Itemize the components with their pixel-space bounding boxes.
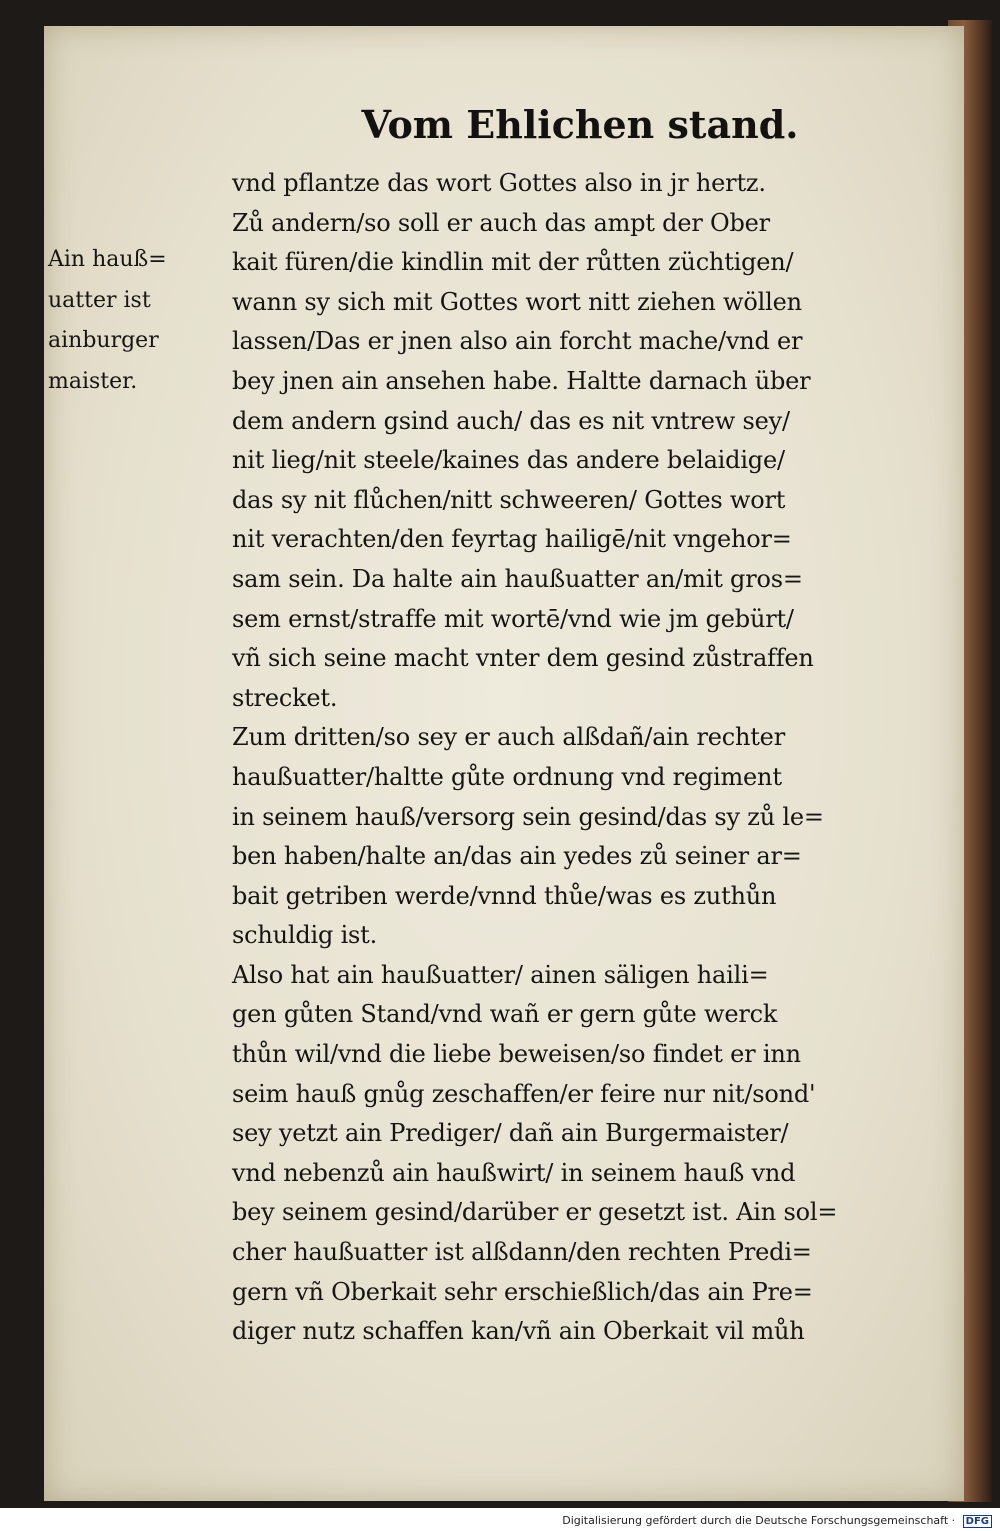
margin-note-line: uatter ist	[48, 287, 151, 313]
digitization-credit	[562, 1514, 992, 1528]
text-line: Also hat ain haußuatter/ ainen säligen haili=	[232, 960, 769, 989]
text-line: gen gůten Stand/vnd wañ er gern gůte werck	[232, 1000, 778, 1029]
text-line: vnd pflantze das wort Gottes also in jr hertz.	[232, 169, 766, 197]
text-line: diger nutz schaffen kan/vñ ain Oberkait vil můh	[232, 1317, 805, 1346]
text-line: lassen/Das er jnen also ain forcht mache/vnd er	[232, 327, 803, 356]
text-line: bey seinem gesind/darüber er gesetzt ist. Ain sol=	[232, 1198, 838, 1227]
text-line: vnd nebenzů ain haußwirt/ in seinem hauß vnd	[232, 1158, 796, 1187]
text-line: sem ernst/straffe mit wortē/vnd wie jm gebürt/	[232, 604, 794, 633]
text-line: nit lieg/nit steele/kaines das andere belaidige/	[232, 446, 785, 475]
running-head: Vom Ehlichen stand.	[361, 102, 799, 147]
text-line: sam sein. Da halte ain haußuatter an/mit gros=	[232, 564, 803, 593]
text-line: sey yetzt ain Prediger/ dañ ain Burgermaister/	[232, 1119, 789, 1148]
body-text	[232, 164, 932, 1352]
text-line: strecket.	[232, 683, 338, 712]
margin-note-line: maister.	[48, 368, 138, 394]
book-page	[44, 26, 964, 1501]
text-line: schuldig ist.	[232, 921, 378, 950]
text-line: in seinem hauß/versorg sein gesind/das sy zů le=	[232, 802, 824, 831]
text-line: dem andern gsind auch/ das es nit vntrew sey/	[232, 406, 790, 435]
text-line: Zum dritten/so sey er auch alßdañ/ain rechter	[232, 723, 785, 752]
text-line: bey jnen ain ansehen habe. Haltte darnach über	[232, 366, 811, 395]
text-line: vñ sich seine macht vnter dem gesind zůstraffen	[232, 644, 814, 673]
text-line: Zů andern/so soll er auch das ampt der Ober	[232, 208, 770, 237]
text-line: seim hauß gnůg zeschaffen/er feire nur nit/sond'	[232, 1079, 816, 1108]
margin-note-line: Ain hauß=	[48, 247, 167, 272]
text-line: gern vñ Oberkait sehr erschießlich/das ain Pre=	[232, 1277, 813, 1306]
text-line: nit verachten/den feyrtag hailigē/nit vngehor=	[232, 525, 792, 554]
text-line: haußuatter/haltte gůte ordnung vnd regiment	[232, 762, 782, 791]
text-line: bait getriben werde/vnnd thůe/was es zuthůn	[232, 881, 777, 910]
dfg-logo: DFG	[963, 1515, 992, 1528]
text-line: ben haben/halte an/das ain yedes zů seiner ar=	[232, 842, 802, 871]
text-line: cher haußuatter ist alßdann/den rechten Predi=	[232, 1238, 812, 1267]
text-line: das sy nit flůchen/nitt schweeren/ Gottes wort	[232, 485, 786, 514]
credit-text: Digitalisierung gefördert durch die Deutsche Forschungsgemeinschaft ·	[562, 1514, 956, 1527]
text-line: wann sy sich mit Gottes wort nitt ziehen wöllen	[232, 287, 802, 316]
margin-note-line: ainburger	[48, 328, 159, 354]
text-line: kait füren/die kindlin mit der růtten züchtigen/	[232, 248, 794, 277]
margin-note	[48, 240, 258, 402]
text-line: thůn wil/vnd die liebe beweisen/so findet er inn	[232, 1040, 801, 1069]
